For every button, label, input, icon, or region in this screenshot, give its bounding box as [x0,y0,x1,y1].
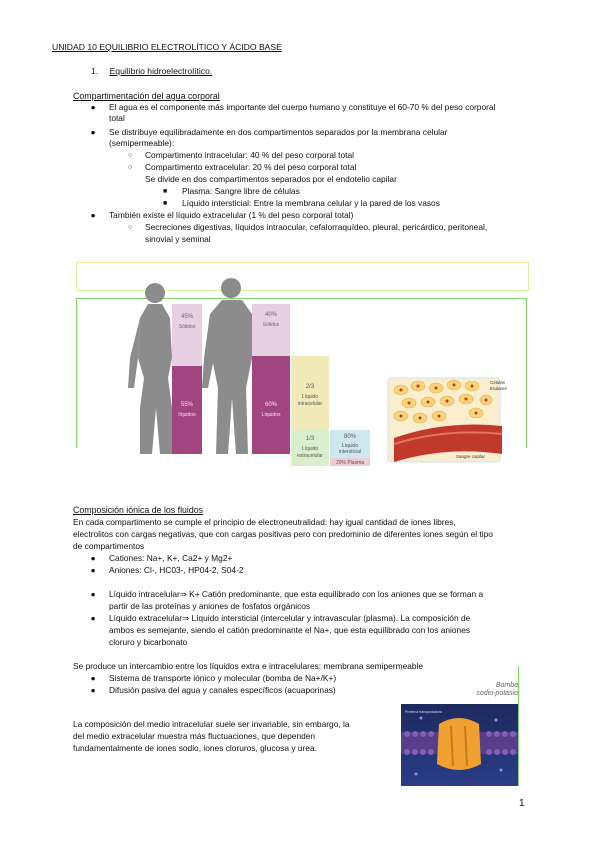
bullet-icon: ● [90,210,96,220]
body-water-figure [76,258,528,466]
text-line: partir de las proteínas y aniones de fosfatos orgánicos [109,601,311,611]
text-line: Compartimento intracelular: 40 % del peso corporal total [145,150,355,160]
bullet-icon: ● [90,613,96,623]
page-number: 1 [519,798,525,809]
text-line: Secreciones digestivas, líquidos intraocular, cefalorraquídeo, pleural, pericárdico, peritoneal, [145,222,488,232]
female-silhouette [128,283,172,454]
female-liquids-pct: 55% [180,402,194,408]
intra-fraction: 2/3 [305,384,315,390]
extra-fraction: 1/3 [305,436,315,442]
text-line: Líquido intersticial: Entre la membrana celular y la pared de los vasos [182,198,440,208]
female-liquids-bar [172,366,202,454]
frame-line [518,666,519,786]
text-line: Compartimento extracelular: 20 % del peso corporal total [145,162,357,172]
text-line: Aniones: Cl-, HC03-, HP04-2, S04-2 [109,565,244,575]
male-silhouette [202,278,252,454]
bullet-icon: ● [90,102,96,112]
bullet-icon: ● [90,127,96,137]
circle-bullet-icon: ○ [128,164,133,171]
intracellular-bar [291,356,329,430]
text-line: Difusión pasiva del agua y canales específicos (acuaporinas) [109,685,336,695]
text-line: Líquido extracelular⇒ Líquido intersticial (intercelular y intravascular (plasma). La composición de [109,613,471,623]
text-line: sinovial y seminal [145,234,211,244]
female-solids-pct: 45% [180,314,194,320]
text-line: electrolitos con cargas negativas, que con cargas positivas pero con predominio de diferentes iones según el tipo [73,529,493,539]
intra-label-1: Líquido [301,394,319,400]
pump-protein [437,718,481,770]
text-line: Se distribuye equilibradamente en dos compartimentos separados por la membrana celular [109,127,448,137]
text-line: cloruro y bicarbonato [109,637,188,647]
bullet-icon: ● [90,589,96,599]
bullet-icon: ● [90,673,96,683]
text-line: del medio extracelular muestra más fluctuaciones, que dependen [73,731,316,741]
tissue-illustration [388,378,508,462]
male-liquids-pct: 60% [264,402,278,408]
text-line: Se divide en dos compartimentos separados por el endotelio capilar [145,174,397,184]
pump-caption-line: Bomba [495,682,518,689]
text-line: Se produce un intercambio entre los líquidos extra e intracelulares: membrana semipermeable [73,661,424,671]
text-line: Cationes: Na+, K+, Ca2+ y Mg2+ [109,553,233,563]
section-number: 1. [91,66,99,76]
text-line: de compartimentos [73,541,145,551]
text-line: total [109,113,125,123]
male-solids-label: Sólidos [262,322,280,328]
pump-caption-line: sodio-potasio [476,690,518,697]
plasma-label: 20% Plasma [335,460,365,466]
sodium-potassium-pump-figure [401,704,518,786]
male-solids-pct: 40% [264,312,278,318]
circle-bullet-icon: ○ [128,224,133,231]
text-line: Plasma: Sangre libre de células [182,186,300,196]
section-title: Equilibrio hidroelectrolítico. [109,66,213,76]
cells-label-1: Células [490,380,506,385]
pump-protein-label: Proteína transportadora [405,710,442,714]
square-bullet-icon: ■ [163,188,168,195]
text-line: En cada compartimento se cumple el principio de electroneutralidad: hay igual cantidad de iones libres, [73,517,456,527]
extra-label-1: Líquido [301,446,319,452]
interstitial-label-2: intersticial [338,449,362,455]
text-line: ambos es semejante, siendo el catión predominante el Na+, que esta equilibrado con los aniones [109,625,471,635]
capillary-label: Sangre capilar [456,454,486,459]
bullet-icon: ● [90,565,96,575]
square-bullet-icon: ■ [163,200,168,207]
text-line: El agua es el componente más importante del cuerpo humano y constituye el 60-70 % del peso corporal [109,102,496,112]
interstitial-pct: 80% [343,434,357,440]
text-line: La composición del medio intracelular suele ser invariable, sin embargo, la [73,719,350,729]
cells-label-2: tisulares [490,386,507,391]
circle-bullet-icon: ○ [128,152,133,159]
subheading-water: Compartimentación del agua corporal [73,91,220,101]
extra-label-2: extracelular [297,453,323,459]
text-line: Sistema de transporte iónico y molecular (bomba de Na+/K+) [109,673,337,683]
bullet-icon: ● [90,553,96,563]
text-line: También existe el líquido extracelular (1 % del peso corporal total) [109,210,354,220]
document-title: UNIDAD 10 EQUILIBRIO ELECTROLÍTICO Y ÁCIDO BASE [52,42,282,52]
text-line: Líquido intracelular⇒ K+ Catión predominante, que esta equilibrado con los aniones que se forman a [109,589,484,599]
text-line: (semipermeable): [109,138,175,148]
female-liquids-label: líquidos [178,412,196,418]
female-solids-label: Sólidos [178,324,196,330]
subheading-ions: Composición iónica de los fluidos [73,505,204,515]
bullet-icon: ● [90,685,96,695]
section-heading-1 [91,66,212,77]
text-line: fundamentalmente de iones sodio, iones cloruros, glucosa y urea. [73,743,317,753]
interstitial-label-1: Líquido [341,443,359,449]
male-liquids-label: Líquidos [261,412,281,418]
intra-label-2: intracelular [297,401,323,407]
pump-caption [470,682,518,698]
